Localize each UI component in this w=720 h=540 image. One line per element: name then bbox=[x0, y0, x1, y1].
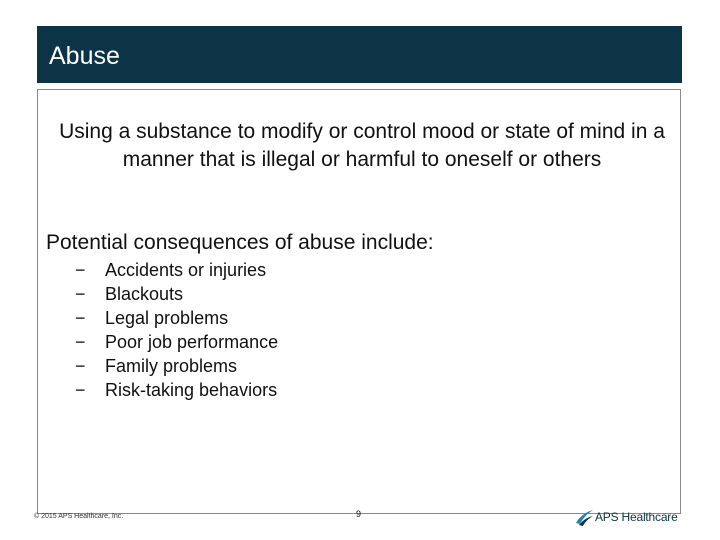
title-bar bbox=[37, 26, 682, 83]
definition-text: Using a substance to modify or control mood or state of mind in a manner that is illegal or harmful to oneself or others bbox=[59, 120, 665, 171]
slide-title: Abuse bbox=[49, 42, 120, 70]
list-item bbox=[75, 258, 278, 282]
list-item-label: Poor job performance bbox=[105, 331, 279, 352]
list-item-label: Accidents or injuries bbox=[105, 259, 267, 280]
logo-text: APS Healthcare bbox=[595, 510, 678, 524]
dash-bullet: − bbox=[75, 307, 86, 328]
list-item-label: Risk-taking behaviors bbox=[105, 379, 278, 400]
dash-bullet: − bbox=[75, 331, 86, 352]
list-item-label: Legal problems bbox=[105, 307, 229, 328]
page-number: 9 bbox=[356, 509, 362, 519]
list-item bbox=[75, 330, 278, 354]
dash-bullet: − bbox=[75, 379, 86, 400]
dash-bullet: − bbox=[75, 259, 86, 280]
aps-healthcare-logo bbox=[574, 505, 678, 529]
list-item bbox=[75, 354, 278, 378]
dash-bullet: − bbox=[75, 283, 86, 304]
swoosh-icon bbox=[574, 507, 594, 527]
list-item bbox=[75, 306, 278, 330]
consequences-list bbox=[75, 258, 278, 402]
list-item-label: Blackouts bbox=[105, 283, 184, 304]
list-item bbox=[75, 282, 278, 306]
consequences-lead: Potential consequences of abuse include: bbox=[46, 231, 434, 254]
dash-bullet: − bbox=[75, 355, 86, 376]
list-item bbox=[75, 378, 278, 402]
copyright-notice: © 2015 APS Healthcare, Inc. bbox=[34, 513, 124, 520]
list-item-label: Family problems bbox=[105, 355, 238, 376]
